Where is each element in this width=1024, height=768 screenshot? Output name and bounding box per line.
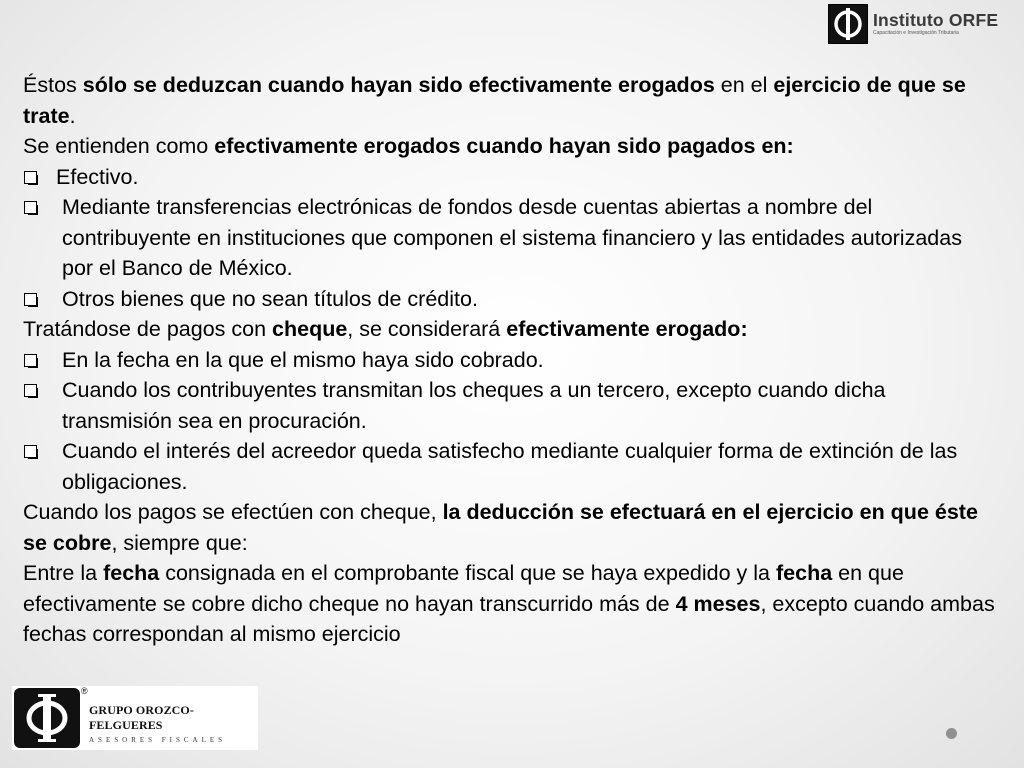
payment-methods-list	[23, 162, 998, 315]
company-subtitle: ASESORES FISCALES	[89, 735, 227, 744]
checkbox-bullet-icon	[24, 171, 37, 184]
list-item: Otros bienes que no sean títulos de crédito.	[23, 284, 998, 315]
instituto-orfe-logo	[828, 4, 1018, 44]
paragraph-4: Cuando los pagos se efectúen con cheque, la deducción se efectuará en el ejercicio en que éste se cobre, siempre que:	[23, 500, 978, 555]
list-item: Efectivo.	[23, 162, 998, 193]
checkbox-bullet-icon	[24, 293, 37, 306]
list-item: Cuando el interés del acreedor queda satisfecho mediante cualquier forma de extinción de las obligaciones.	[23, 436, 998, 497]
checkbox-bullet-icon	[24, 354, 37, 367]
logo-tagline: Capacitación e Investigación Tributaria	[873, 30, 959, 37]
list-item: En la fecha en la que el mismo haya sido cobrado.	[23, 345, 998, 376]
paragraph-1: Éstos sólo se deduzcan cuando hayan sido efectivamente erogados en el ejercicio de que se trate.	[23, 73, 966, 128]
paragraph-2: Se entienden como efectivamente erogados cuando hayan sido pagados en:	[23, 134, 794, 158]
slide-indicator-dot	[946, 728, 957, 739]
grupo-orozco-felgueres-logo	[12, 686, 258, 750]
paragraph-5: Entre la fecha consignada en el comprobante fiscal que se haya expedido y la fecha en que efectivamente se cobre dicho cheque no hayan transcurrido más de 4 meses, excepto cuando ambas fechas correspondan al mismo ejercicio	[23, 561, 995, 646]
list-item: Mediante transferencias electrónicas de fondos desde cuentas abiertas a nombre del contribuyente en instituciones que componen el sistema financiero y las entidades autorizadas por el Banco de México.	[23, 192, 998, 284]
logo-name: Instituto ORFE	[873, 9, 999, 30]
checkbox-bullet-icon	[24, 445, 37, 458]
paragraph-3: Tratándose de pagos con cheque, se considerará efectivamente erogado:	[23, 317, 748, 341]
company-name: GRUPO OROZCO-FELGUERES	[89, 702, 194, 732]
phi-logo-icon	[828, 4, 868, 44]
checkbox-bullet-icon	[24, 384, 37, 397]
checkbox-bullet-icon	[24, 201, 37, 214]
list-item: Cuando los contribuyentes transmitan los cheques a un tercero, excepto cuando dicha transmisión sea en procuración.	[23, 375, 998, 436]
slide-content	[23, 70, 998, 650]
cheque-conditions-list	[23, 345, 998, 498]
phi-logo-icon	[14, 688, 80, 748]
registered-mark: ®	[81, 686, 88, 696]
